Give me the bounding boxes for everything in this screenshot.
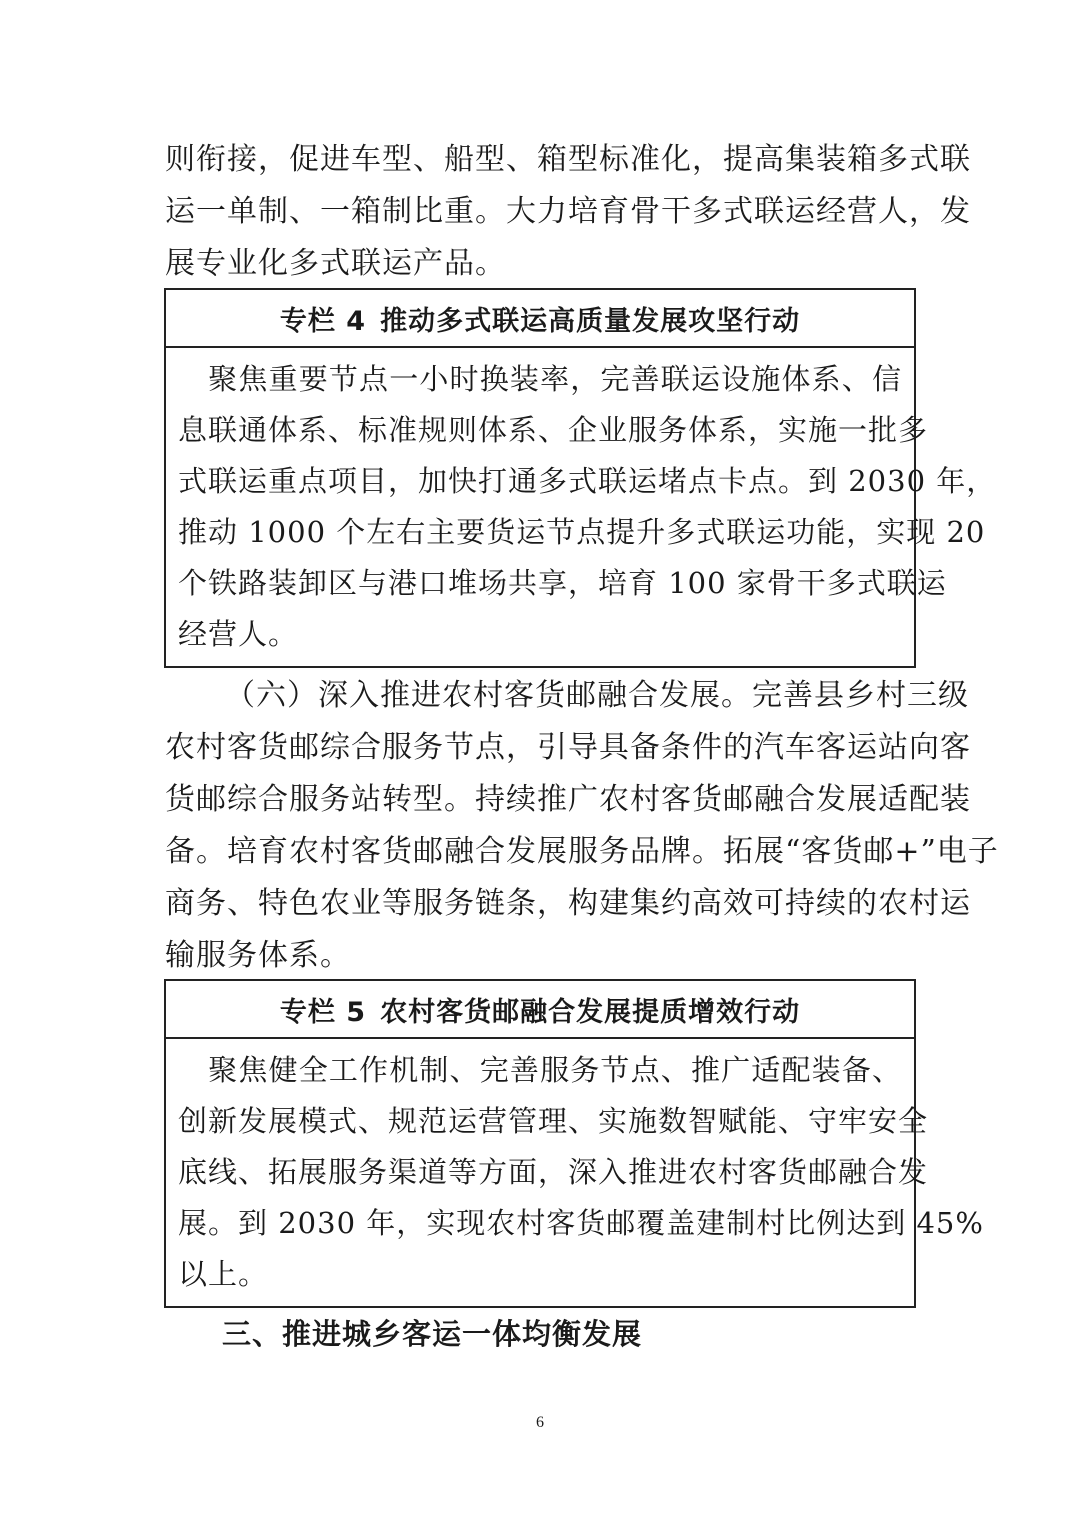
text-line: 运一单制、一箱制比重。大力培育骨干多式联运经营人，发 [165,194,971,229]
text-line: 个铁路装卸区与港口堆场共享，培育 100 家骨干多式联运 [178,566,947,600]
column-box-body [166,1039,984,1306]
text-line: （六）深入推进农村客货邮融合发展。完善县乡村三级 [225,678,969,713]
text-line: 商务、特色农业等服务链条，构建集约高效可持续的农村运 [165,886,971,921]
column-title: 推动多式联运高质量发展攻坚行动 [380,305,801,337]
text-line: 则衔接，促进车型、船型、箱型标准化，提高集装箱多式联 [165,142,971,177]
text-line: 输服务体系。 [165,938,351,973]
text-line: 息联通体系、标准规则体系、企业服务体系，实施一批多 [178,413,929,447]
text-line: 聚焦健全工作机制、完善服务节点、推广适配装备、 [178,1053,902,1087]
text-line: 货邮综合服务站转型。持续推广农村客货邮融合发展适配装 [165,782,971,817]
text-line: 备。培育农村客货邮融合发展服务品牌。拓展“客货邮+”电子 [165,834,999,869]
paragraph-rural-integration [165,670,999,982]
text-line: 聚焦重要节点一小时换装率，完善联运设施体系、信 [178,362,902,396]
column-number: 专栏 5 [279,996,367,1028]
text-line: 式联运重点项目，加快打通多式联运堵点卡点。到 2030 年， [178,464,997,498]
column-box-title [166,981,914,1039]
column-box-body [166,348,997,666]
text-line: 创新发展模式、规范运营管理、实施数智赋能、守牢安全 [178,1104,929,1138]
column-number: 专栏 4 [279,305,367,337]
text-line: 农村客货邮综合服务节点，引导具备条件的汽车客运站向客 [165,730,971,765]
column-box-4 [164,288,997,668]
text-line: 底线、拓展服务渠道等方面，深入推进农村客货邮融合发 [178,1155,929,1189]
text-line: 展。到 2030 年，实现农村客货邮覆盖建制村比例达到 45% [178,1206,984,1240]
column-box-5 [164,979,984,1308]
column-box-title [166,290,914,348]
text-line: 展专业化多式联运产品。 [165,246,506,281]
section-heading: 三、推进城乡客运一体均衡发展 [222,1317,643,1351]
text-line: 以上。 [178,1257,269,1291]
text-line: 推动 1000 个左右主要货运节点提升多式联运功能，实现 20 [178,515,986,549]
page-number: 6 [536,1414,544,1431]
text-line: 经营人。 [178,617,299,651]
column-title: 农村客货邮融合发展提质增效行动 [380,996,801,1028]
paragraph-intermodal-standards [165,134,971,290]
